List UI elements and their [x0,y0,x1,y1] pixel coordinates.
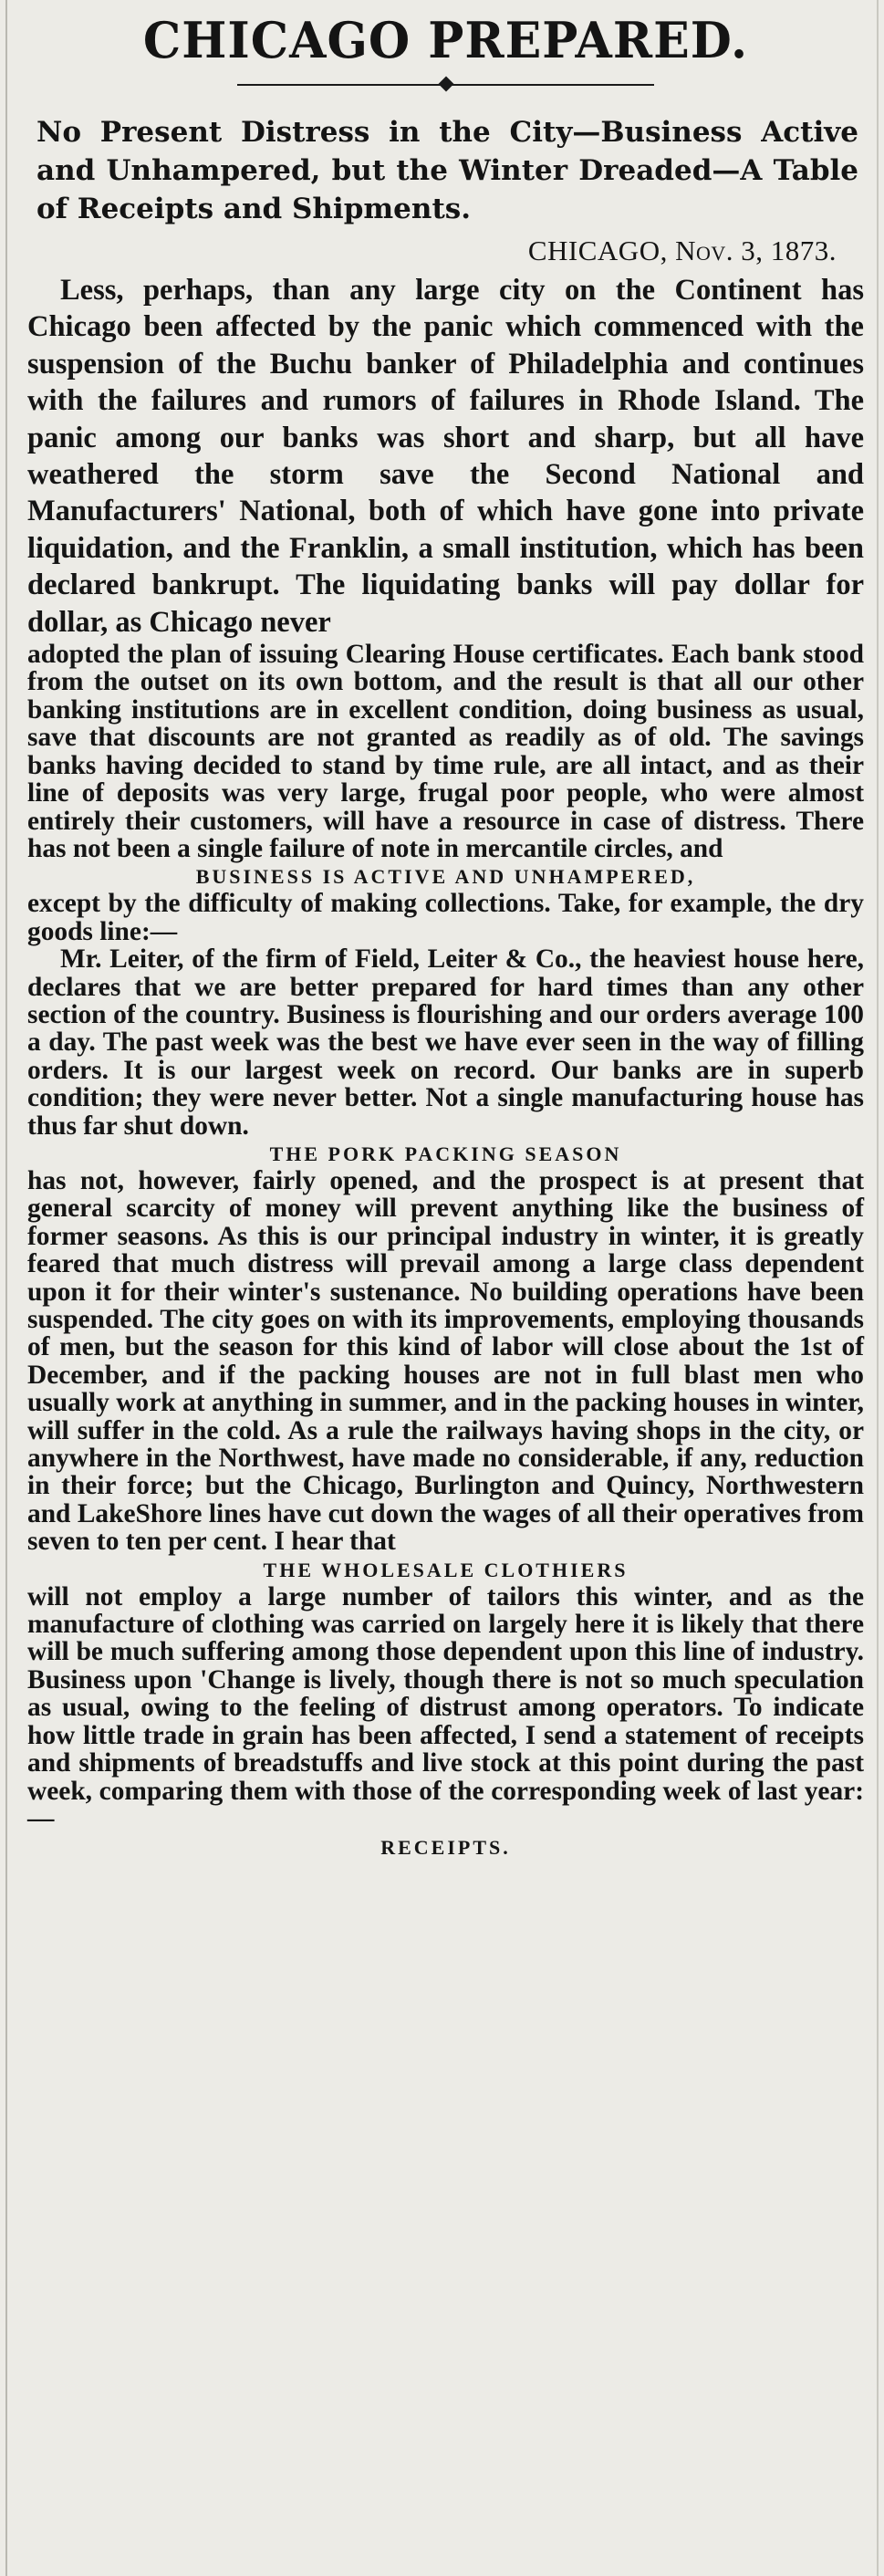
table-head-receipts: RECEIPTS. [380,1836,511,1860]
lede-paragraph: Less, perhaps, than any large city on the Continent has Chicago been affected by the panic which commenced with the suspension of the Buchu banker of Philadelphia and continues with the failures and rumors of failures in Rhode Island. The panic among our banks was short and sharp, but all have weathered the storm save the Second National and Manufacturers' National, both of which have gone into private liquidation, and the Franklin, a small institution, which has been declared bankrupt. The liquidating banks will pay dollar for dollar, as Chicago never [27,274,864,639]
pork-packing-paragraph: has not, however, fairly opened, and the prospect is at present that general scarcity of money will prevent anything like the business of former seasons. As this is our principal industry in winter, it is greatly feared that much distress will prevail among a large class dependent upon it for their winter's sustenance. No building operations have been suspended. The city goes on with its improvements, employing thousands of men, but the season for this kind of labor will close about the 1st of December, and if the packing houses are not in full blast men who usually work at anything in summer, and in the packing houses in winter, will suffer in the cold. As a rule the railways having shops in the city, or anywhere in the Northwest, have made no considerable, if any, reduction in their force; but the Chicago, Burlington and Quincy, Northwestern and LakeShore lines have cut down the wages of all their operatives from seven to ten per cent. I hear that [27,1165,864,1557]
banking-paragraph: adopted the plan of issuing Clearing House certificates. Each bank stood from the outset on its own bottom, and the result is that all our other banking institutions are in excellent condition, doing business as usual, save that discounts are not granted as readily as of old. The savings banks having decided to stand by time rule, are all intact, and as their line of deposits was very large, frugal poor people, who were almost entirely their customers, will have a resource in case of distress. There has not been a single failure of note in mercantile circles, and [27,640,864,863]
subheadline: No Present Distress in the City—Business Active and Unhampered, but the Winter Dreaded—A Table of Receipts and Shipments. [36,116,858,225]
section-head-business-active: BUSINESS IS ACTIVE AND UNHAMPERED, [195,865,696,889]
column-rule-right [877,0,879,2576]
divider-diamond-ornament [438,77,453,92]
clothiers-paragraph: will not employ a large number of tailors this winter, and as the manufacture of clothing was carried on largely here it is likely that there will be much suffering among those dependent upon this line of industry. Business upon 'Change is lively, though there is not so much speculation as usual, owing to the feeling of distrust among operators. To indicate how little trade in grain has been affected, I send a statement of receipts and shipments of breadstuffs and live stock at this point during the past week, comparing them with those of the corresponding week of last year:— [27,1581,864,1833]
column-rule-left [5,0,7,2576]
section-head-wholesale-clothiers: THE WHOLESALE CLOTHIERS [263,1558,629,1581]
business-paragraph: except by the difficulty of making collections. Take, for example, the dry goods line:— [27,889,864,946]
section-head-pork-packing: THE PORK PACKING SEASON [269,1142,622,1165]
leiter-paragraph: Mr. Leiter, of the firm of Field, Leiter & Co., the heaviest house here, declares that we are better prepared for hard times than any other section of the country. Business is flourishing and our orders average 100 a day. The past week was the best we have ever seen in the way of filling orders. It is our largest week on record. Our banks are in superb condition; they were never better. Not a single manufacturing house has thus far shut down. [27,944,864,1141]
dateline: CHICAGO, Nov. 3, 1873. [527,235,837,266]
headline: CHICAGO PREPARED. [142,11,749,70]
headline-divider [27,77,864,93]
